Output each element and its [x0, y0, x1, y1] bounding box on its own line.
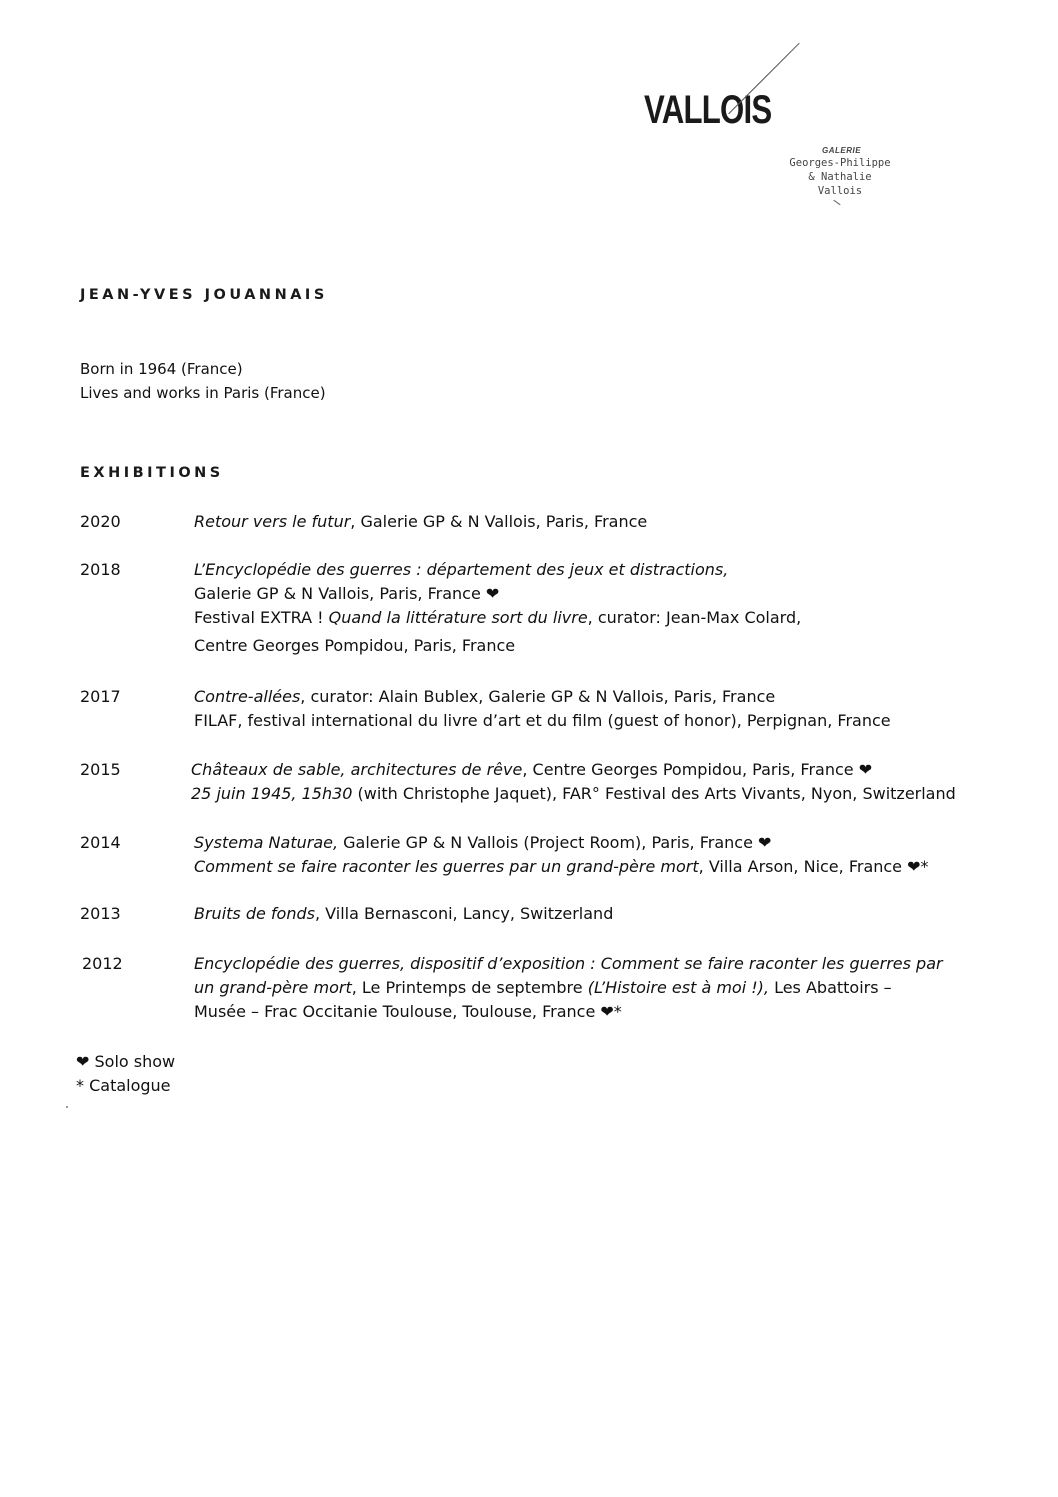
exhibition-entry — [194, 902, 994, 926]
exhibition-title: 25 juin 1945, 15h30 — [191, 784, 353, 803]
exhibition-details: , Villa Bernasconi, Lancy, Switzerland — [314, 904, 614, 923]
exhibition-year: 2020 — [80, 512, 121, 531]
bio-lives: Lives and works in Paris (France) — [80, 384, 326, 402]
logo-gallery-names — [780, 156, 900, 198]
exhibition-entry — [191, 758, 991, 806]
logo-tick-mark — [833, 200, 840, 205]
exhibition-title: Comment se faire raconter les guerres par un grand-père mort — [194, 857, 699, 876]
exhibition-details: , Le Printemps de septembre — [351, 978, 588, 997]
legend — [76, 1050, 175, 1098]
stray-mark — [66, 1106, 68, 1108]
exhibition-line — [194, 831, 994, 855]
exhibition-entry — [194, 685, 994, 733]
exhibition-title: Contre-allées — [194, 687, 301, 706]
exhibition-year: 2012 — [82, 954, 123, 973]
exhibition-line — [194, 606, 994, 630]
exhibition-year: 2018 — [80, 560, 121, 579]
logo-name-line: Vallois — [817, 185, 863, 197]
exhibition-details: , Villa Arson, Nice, France ❤* — [698, 857, 929, 876]
exhibition-entry — [194, 558, 994, 658]
exhibition-details: Festival EXTRA ! — [194, 608, 329, 627]
exhibition-details: , Centre Georges Pompidou, Paris, France ❤ — [522, 760, 873, 779]
exhibition-line — [194, 902, 994, 926]
exhibitions-heading: EXHIBITIONS — [80, 465, 224, 481]
exhibition-year: 2014 — [80, 833, 121, 852]
exhibition-year: 2015 — [80, 760, 121, 779]
legend-catalogue: * Catalogue — [76, 1076, 171, 1095]
exhibition-line — [194, 855, 994, 879]
artist-name: JEAN-YVES JOUANNAIS — [80, 287, 328, 303]
exhibition-title: Systema Naturae, — [194, 833, 339, 852]
exhibition-line: Musée – Frac Occitanie Toulouse, Toulouse, France ❤* — [194, 1002, 622, 1021]
artist-bio — [80, 357, 326, 405]
gallery-logo-wordmark: VALLOIS — [644, 88, 772, 132]
exhibition-line: Galerie GP & N Vallois, Paris, France ❤ — [194, 584, 500, 603]
exhibition-line — [194, 558, 994, 582]
exhibition-title: (L’Histoire est à moi !), — [587, 978, 769, 997]
logo-name-line: & Nathalie — [808, 171, 872, 183]
exhibition-title: un grand-père mort — [194, 978, 352, 997]
exhibition-title: Quand la littérature sort du livre — [328, 608, 588, 627]
exhibition-details: , curator: Alain Bublex, Galerie GP & N Vallois, Paris, France — [300, 687, 776, 706]
exhibition-year: 2017 — [80, 687, 121, 706]
exhibition-details: , curator: Jean-Max Colard, — [587, 608, 802, 627]
bio-born: Born in 1964 (France) — [80, 360, 243, 378]
exhibition-title: Retour vers le futur — [194, 512, 351, 531]
logo-name-line: Georges-Philippe — [789, 157, 891, 169]
exhibition-details: , Galerie GP & N Vallois, Paris, France — [350, 512, 648, 531]
exhibition-details: (with Christophe Jaquet), FAR° Festival des Arts Vivants, Nyon, Switzerland — [352, 784, 956, 803]
exhibition-details: Galerie GP & N Vallois (Project Room), Paris, France ❤ — [338, 833, 772, 852]
exhibition-title: L’Encyclopédie des guerres : département des jeux et distractions, — [194, 560, 729, 579]
exhibition-year: 2013 — [80, 904, 121, 923]
exhibition-line — [194, 510, 994, 534]
logo-galerie-label: GALERIE — [822, 146, 862, 155]
exhibition-line — [194, 952, 994, 976]
exhibition-entry — [194, 952, 994, 1024]
exhibition-entry — [194, 510, 994, 534]
exhibition-line — [191, 782, 991, 806]
exhibition-line — [194, 685, 994, 709]
exhibition-line — [191, 758, 991, 782]
exhibition-entry — [194, 831, 994, 879]
exhibition-title: Encyclopédie des guerres, dispositif d’exposition : Comment se faire raconter les guerres par — [194, 954, 943, 973]
exhibition-line — [194, 976, 994, 1000]
legend-solo-show: ❤ Solo show — [76, 1052, 176, 1071]
exhibition-title: Châteaux de sable, architectures de rêve — [191, 760, 523, 779]
exhibition-title: Bruits de fonds — [194, 904, 315, 923]
exhibition-details: Les Abattoirs – — [768, 978, 892, 997]
exhibition-line: FILAF, festival international du livre d’art et du film (guest of honor), Perpignan, France — [194, 711, 891, 730]
exhibition-line: Centre Georges Pompidou, Paris, France — [194, 636, 516, 655]
